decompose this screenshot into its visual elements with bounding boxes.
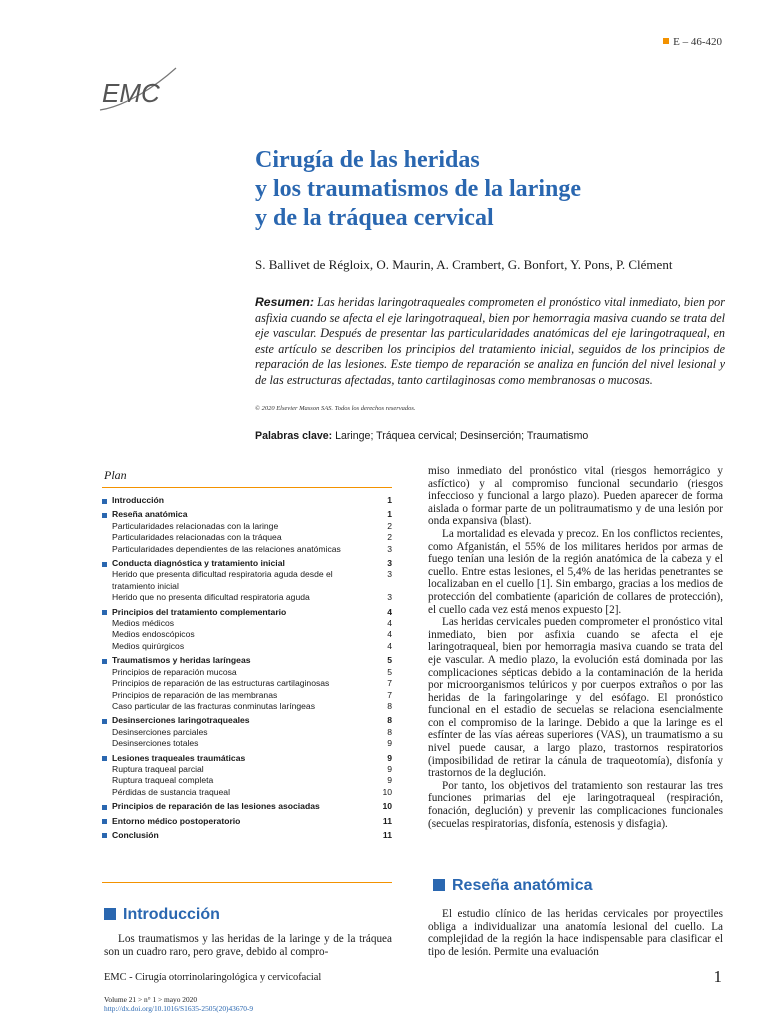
toc-item[interactable]	[102, 830, 392, 841]
volume-info: Volume 21 > n° 1 > mayo 2020	[104, 995, 198, 1004]
toc-item-page: 11	[382, 815, 392, 826]
toc-item[interactable]	[102, 592, 392, 603]
blue-square-icon	[104, 908, 116, 920]
toc-item[interactable]	[102, 715, 392, 726]
toc-item-title: Lesiones traqueales traumáticas	[102, 753, 245, 764]
toc-item-page: 4	[387, 606, 392, 617]
toc-item-page: 9	[387, 738, 392, 749]
toc-item-page: 9	[387, 775, 392, 786]
toc-item-page: 9	[387, 752, 392, 763]
toc-item[interactable]	[102, 801, 392, 812]
toc-item-title: Medios médicos	[112, 618, 175, 629]
toc-item-title: Principios de reparación de las membranas	[112, 689, 278, 700]
toc-item[interactable]	[102, 544, 392, 555]
copyright: © 2020 Elsevier Masson SAS. Todos los derechos reservados.	[255, 405, 416, 412]
toc-item-title: Herido que presenta dificultad respiratoria aguda desde el tratamiento inicial	[112, 569, 333, 591]
body-paragraph: miso inmediato del pronóstico vital (riesgos hemorrágico y asfíctico) y al compromiso funcional secundario (riesgos infeccioso y funcional a largo plazo). Pueden aparecer de forma aislada o formar parte de un politraumatismo y de una lesión por onda expansiva (blast).	[428, 465, 723, 528]
toc-item[interactable]	[102, 667, 392, 678]
keywords: Palabras clave: Laringe; Tráquea cervical; Desinserción; Traumatismo	[255, 430, 589, 442]
toc-item-title: Particularidades relacionadas con la laringe	[112, 520, 279, 531]
toc-item[interactable]	[102, 816, 392, 827]
body-paragraph: Por tanto, los objetivos del tratamiento son restaurar las tres funciones primarias del eje laringotraqueal (respiración, fonación, deglución) y prevenir las complicaciones funcionales (secuelas respiratorias, disfonía, estenosis y disfagia).	[428, 779, 723, 830]
divider	[102, 487, 392, 488]
toc-item-page: 3	[387, 569, 392, 580]
toc-item-title: Principios de reparación mucosa	[112, 666, 237, 677]
toc-item-page: 8	[387, 715, 392, 726]
toc-item-page: 3	[387, 592, 392, 603]
toc-item-page: 4	[387, 640, 392, 651]
toc-item-title: Principios de reparación de las estructuras cartilaginosas	[112, 678, 330, 689]
toc-item-title: Principios del tratamiento complementario	[102, 607, 286, 618]
divider	[102, 882, 392, 883]
toc-item-title: Herido que no presenta dificultad respiratoria aguda	[112, 592, 310, 603]
toc-item-page: 3	[387, 558, 392, 569]
toc-item[interactable]	[102, 775, 392, 786]
toc-item[interactable]	[102, 509, 392, 520]
toc-item-title: Introducción	[102, 495, 164, 506]
toc-item-page: 4	[387, 618, 392, 629]
svg-text:EMC: EMC	[102, 78, 160, 108]
toc-item-page: 7	[387, 689, 392, 700]
toc-item-page: 5	[387, 666, 392, 677]
abstract	[255, 295, 725, 389]
doi-link[interactable]: http://dx.doi.org/10.1016/S1635-2505(20)43670-9	[104, 1004, 254, 1013]
toc-item-page: 9	[387, 763, 392, 774]
toc-item[interactable]	[102, 701, 392, 712]
body-paragraph: La mortalidad es elevada y precoz. En los conflictos recientes, como Afganistán, el 55% de los militares heridos por armas de fuego tenían una lesión de la región anatómica de la cabeza y el cuello. Entre estas lesiones, el 5,4% de las heridas penetrantes se localizaban en el cuello [1]. Sin embargo, gracias a los medios de protección del combatiente (aparición de collares de protección), el cuello cada vez está menos expuesto [2].	[428, 527, 723, 616]
toc-item-title: Caso particular de las fracturas conminutas laríngeas	[112, 700, 316, 711]
orange-square-icon	[663, 38, 669, 44]
toc-item[interactable]	[102, 558, 392, 569]
toc-item-page: 2	[387, 532, 392, 543]
article-code: E – 46-420	[663, 36, 722, 48]
toc-item-title: Conducta diagnóstica y tratamiento inicial	[102, 558, 285, 569]
toc-item-title: Principios de reparación de las lesiones asociadas	[102, 801, 320, 812]
toc-item[interactable]	[102, 607, 392, 618]
toc-item-page: 10	[382, 786, 392, 797]
abstract-text: Las heridas laringotraqueales comprometen el pronóstico vital inmediato, bien por asfixia cuando se afecta el eje laringotraqueal, bien por hemorragia masiva cuando se trata del eje vascular. Después de presentar las particularidades anatómicas del eje laringotraqueal, en este artículo se describen los principios del tratamiento inicial, seguidos de los principios de reparación de las lesiones. Este tiempo de reparación se analiza en función del nivel lesional y de las estructuras afectadas, tanto cartilaginosas como membranosas o mucosas.	[255, 295, 726, 387]
page-number: 1	[713, 967, 722, 986]
body-paragraph: Las heridas cervicales pueden comprometer el pronóstico vital inmediato, bien por asfixia cuando se afecta el eje laringotraqueal, bien por hemorragia masiva cuando se trata del eje vascular. A medio plazo, la evolución está dominada por las complicaciones sépticas debido a la contaminación de la herida por microorganismos telúricos y por cuerpos extraños o por las heridas de la faringolaringe y del esófago. El pronóstico funcional en el estadio de secuelas se relaciona esencialmente con el compromiso de la laringe. Debido a que la laringe es el esfínter de las vías aéreas superiores (VAS), un traumatismo a su nivel puede causar, a largo plazo, trastornos respiratorios (imposibilidad de retirar la cánula de traqueotomía), disfonía y trastornos de la deglución.	[428, 616, 723, 780]
section-heading-resena: Reseña anatómica	[433, 877, 593, 895]
toc-item-title: Particularidades dependientes de las relaciones anatómicas	[112, 543, 341, 554]
section-heading-introduccion: Introducción	[104, 906, 220, 924]
toc-item-title: Entorno médico postoperatorio	[102, 816, 240, 827]
toc-item-page: 4	[387, 629, 392, 640]
blue-square-icon	[433, 879, 445, 891]
emc-logo	[96, 66, 180, 114]
toc-item-title: Conclusión	[102, 830, 159, 841]
right-column-text	[428, 465, 723, 830]
toc-item-title: Ruptura traqueal completa	[112, 775, 214, 786]
toc-item-page: 1	[387, 495, 392, 505]
plan-title: Plan	[104, 468, 127, 482]
toc-item[interactable]	[102, 532, 392, 543]
toc-item[interactable]	[102, 678, 392, 689]
journal-footer: EMC - Cirugía otorrinolaringológica y cervicofacial	[104, 972, 322, 983]
article-title: Cirugía de las heridas y los traumatismos de la laringe y de la tráquea cervical	[255, 147, 581, 231]
toc-item[interactable]	[102, 690, 392, 701]
table-of-contents	[102, 495, 392, 841]
toc-item-page: 10	[382, 801, 392, 812]
intro-paragraph: Los traumatismos y las heridas de la laringe y de la tráquea son un cuadro raro, pero grave, debido al compro-	[104, 933, 392, 958]
toc-item[interactable]	[102, 618, 392, 629]
toc-item-title: Medios quirúrgicos	[112, 640, 185, 651]
resena-paragraph: El estudio clínico de las heridas cervicales por proyectiles obliga a individualizar una anatomía lesional del cuello. La complejidad de la región la hace indispensable para clasificar el tipo de lesión. Permite una evaluación	[428, 908, 723, 958]
toc-item-title: Pérdidas de sustancia traqueal	[112, 786, 231, 797]
toc-item-page: 8	[387, 700, 392, 711]
toc-item-page: 1	[387, 509, 392, 520]
toc-item[interactable]	[102, 727, 392, 738]
toc-item-page: 3	[387, 543, 392, 554]
toc-item-title: Desinserciones parciales	[112, 726, 208, 737]
toc-item-page: 8	[387, 726, 392, 737]
toc-item-title: Medios endoscópicos	[112, 629, 195, 640]
toc-item-title: Ruptura traqueal parcial	[112, 763, 204, 774]
toc-item-title: Desinserciones laringotraqueales	[102, 715, 250, 726]
authors: S. Ballivet de Régloix, O. Maurin, A. Crambert, G. Bonfort, Y. Pons, P. Clément	[255, 257, 673, 272]
toc-item[interactable]	[102, 569, 392, 592]
toc-item-title: Particularidades relacionadas con la tráquea	[112, 532, 282, 543]
toc-item-title: Desinserciones totales	[112, 738, 199, 749]
toc-item-page: 2	[387, 520, 392, 531]
toc-item[interactable]	[102, 495, 392, 506]
toc-item[interactable]	[102, 629, 392, 640]
toc-item-title: Reseña anatómica	[102, 509, 187, 520]
toc-item-title: Traumatismos y heridas laríngeas	[102, 655, 251, 666]
toc-item[interactable]	[102, 787, 392, 798]
toc-item[interactable]	[102, 764, 392, 775]
toc-item-page: 7	[387, 678, 392, 689]
toc-item[interactable]	[102, 738, 392, 749]
toc-item[interactable]	[102, 753, 392, 764]
toc-item-page: 11	[382, 829, 392, 840]
toc-item-page: 5	[387, 655, 392, 666]
toc-item[interactable]	[102, 641, 392, 652]
abstract-label: Resumen:	[255, 295, 314, 309]
toc-item[interactable]	[102, 521, 392, 532]
toc-item[interactable]	[102, 655, 392, 666]
